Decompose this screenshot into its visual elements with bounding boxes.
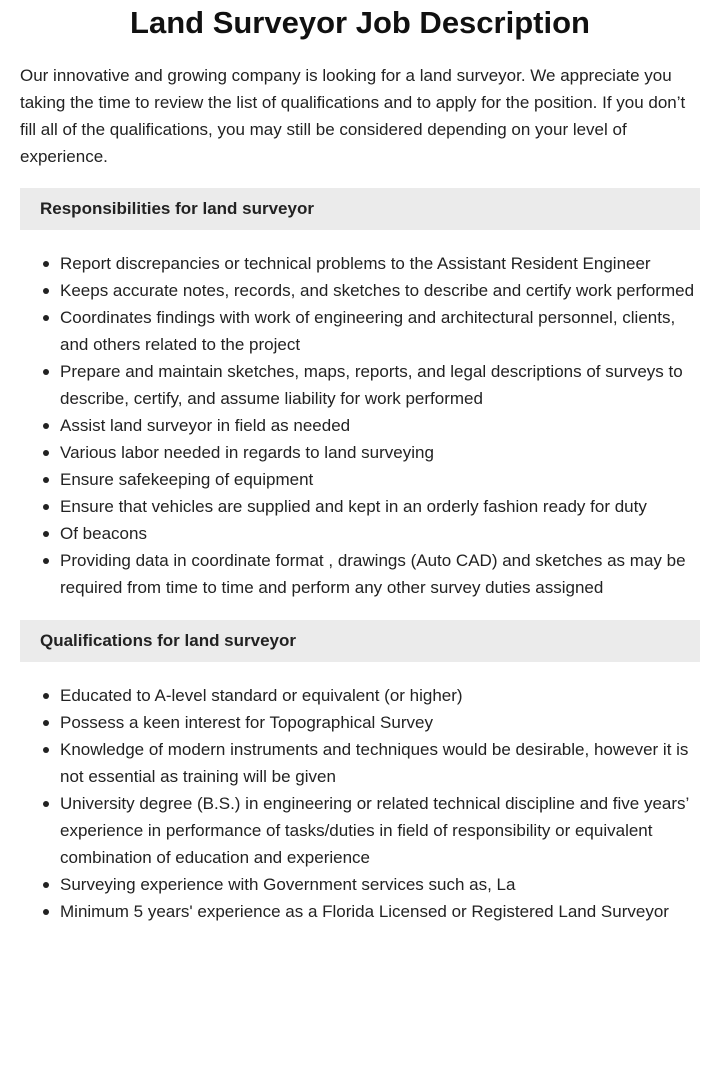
list-item-text: Of beacons — [60, 524, 147, 543]
list-item — [60, 466, 700, 493]
bullet-icon — [43, 747, 49, 753]
list-item-text: Report discrepancies or technical problems to the Assistant Resident Engineer — [60, 254, 651, 273]
bullet-icon — [43, 909, 49, 915]
list-item-text: Assist land surveyor in field as needed — [60, 416, 351, 435]
list-item — [60, 871, 700, 898]
list-item — [60, 736, 700, 790]
bullet-icon — [43, 369, 49, 375]
list-item-text: Providing data in coordinate format , drawings (Auto CAD) and sketches as may be required from time to time and perform any other survey duties assigned — [60, 551, 686, 597]
list-item-text: Surveying experience with Government services such as, La — [60, 875, 516, 894]
bullet-icon — [43, 261, 49, 267]
bullet-icon — [43, 288, 49, 294]
list-item — [60, 358, 700, 412]
bullet-icon — [43, 558, 49, 564]
list-item-text: Educated to A-level standard or equivalent (or higher) — [60, 686, 463, 705]
list-item — [60, 277, 700, 304]
page-title: Land Surveyor Job Description — [130, 5, 590, 40]
list-item-text: Prepare and maintain sketches, maps, reports, and legal descriptions of surveys to describe, certify, and assume liability for work performed — [60, 362, 683, 408]
list-item — [60, 439, 700, 466]
list-item-text: Ensure that vehicles are supplied and kept in an orderly fashion ready for duty — [60, 497, 647, 516]
list-item-text: University degree (B.S.) in engineering or related technical discipline and five years’ experience in performance of tasks/duties in field of responsibility or equivalent combination of education and experience — [60, 794, 689, 867]
list-item — [60, 547, 700, 601]
list-item — [60, 250, 700, 277]
bullet-icon — [43, 693, 49, 699]
list-item — [60, 304, 700, 358]
responsibilities-list — [20, 250, 700, 601]
list-item-text: Various labor needed in regards to land surveying — [60, 443, 434, 462]
qualifications-list — [20, 682, 700, 925]
list-item — [60, 709, 700, 736]
list-item-text: Coordinates findings with work of engineering and architectural personnel, clients, and others related to the project — [60, 308, 676, 354]
list-item-text: Ensure safekeeping of equipment — [60, 470, 314, 489]
list-item — [60, 898, 700, 925]
intro-paragraph: Our innovative and growing company is looking for a land surveyor. We appreciate you taking the time to review the list of qualifications and to apply for the position. If you don’t fill all of the qualifications, you may still be considered depending on your level of experience. — [20, 66, 686, 166]
list-item-text: Minimum 5 years' experience as a Florida Licensed or Registered Land Surveyor — [60, 902, 669, 921]
list-item-text: Knowledge of modern instruments and techniques would be desirable, however it is not essential as training will be given — [60, 740, 689, 786]
bullet-icon — [43, 315, 49, 321]
list-item-text: Possess a keen interest for Topographical Survey — [60, 713, 433, 732]
bullet-icon — [43, 801, 49, 807]
responsibilities-heading: Responsibilities for land surveyor — [20, 188, 700, 230]
list-item — [60, 520, 700, 547]
bullet-icon — [43, 423, 49, 429]
bullet-icon — [43, 477, 49, 483]
list-item — [60, 682, 700, 709]
bullet-icon — [43, 882, 49, 888]
qualifications-heading: Qualifications for land surveyor — [20, 620, 700, 662]
list-item — [60, 790, 700, 871]
bullet-icon — [43, 531, 49, 537]
bullet-icon — [43, 450, 49, 456]
list-item-text: Keeps accurate notes, records, and sketches to describe and certify work performed — [60, 281, 695, 300]
bullet-icon — [43, 504, 49, 510]
bullet-icon — [43, 720, 49, 726]
list-item — [60, 412, 700, 439]
list-item — [60, 493, 700, 520]
